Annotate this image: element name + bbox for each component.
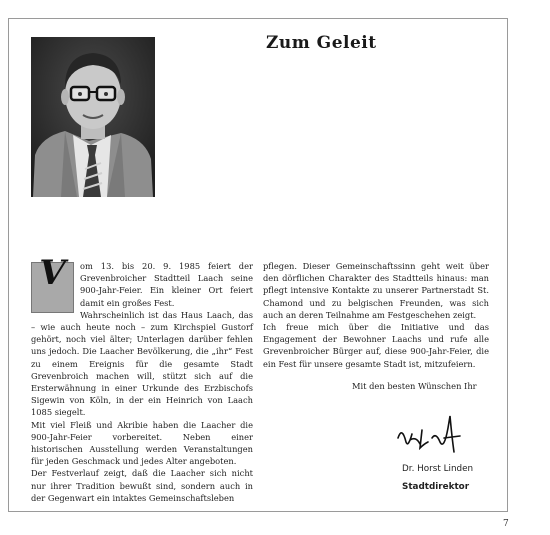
paragraph-community: pflegen. Dieser Gemeinschaftssinn geht weit über den dörflichen Charakter des Stadtteils hinaus: man pflegt intensive Kontakte zu unserer Partnerstadt St. Chamond und zu belgischen Freunden, was sich auch an deren Teilnahme am Festgeschehen zeigt. [263, 261, 489, 320]
paragraph-preparation: Mit viel Fleiß und Akribie haben die Laacher die 900-Jahr-Feier vorbereitet. Neben einer historischen Ausstellung werden Veranstaltungen für jeden Geschmack und jedes Alter angeboten. [31, 419, 253, 467]
paragraph-invitation: Ich freue mich über die Initiative und das Engagement der Bewohner Laachs und rufe alle Grevenbroicher Bürger auf, diese 900-Jahr-Feier, die ein Fest für unsere gesamte Stadt ist, mitzufeiern. [263, 322, 489, 369]
paragraph-tradition: Der Festverlauf zeigt, daß die Laacher sich nicht nur ihrer Tradition bewußt sind, sondern auch in der Gegenwart ein intaktes Gemeinschaftsleben [31, 468, 253, 503]
signer-role: Stadtdirektor [402, 482, 470, 492]
drop-cap [31, 253, 74, 313]
page-number: 7 [503, 519, 509, 529]
text-column-right [263, 260, 489, 370]
paragraph-intro: om 13. bis 20. 9. 1985 feiert der Grevenbroicher Stadtteil Laach seine 900-Jahr-Feier. Ein kleiner Ort feiert damit ein großes Fest. [80, 261, 253, 308]
portrait-photo [31, 37, 155, 197]
signer-name: Dr. Horst Linden [402, 464, 474, 474]
paragraph-history: Wahrscheinlich ist das Haus Laach, das – wie auch heute noch – zum Kirchspiel Gustorf gehört, noch viel älter; Unterlagen darüber fehlen uns jedoch. Die Laacher Bevölkerung, die „ihr“ Fest zu einem Ereignis für die gesamte Stadt Grevenbroich machen will, stützt sich auf die Ersterwähnung in einer Urkunde des Erzbischofs Sigewin von Köln, in der ein Heinrich von Laach 1085 siegelt. [31, 309, 253, 418]
text-column-left [31, 253, 253, 504]
closing-greeting: Mit den besten Wünschen Ihr [352, 381, 477, 391]
page-title: Zum Geleit [266, 33, 377, 53]
handwritten-signature [394, 408, 464, 460]
drop-cap-letter: V [39, 253, 66, 293]
